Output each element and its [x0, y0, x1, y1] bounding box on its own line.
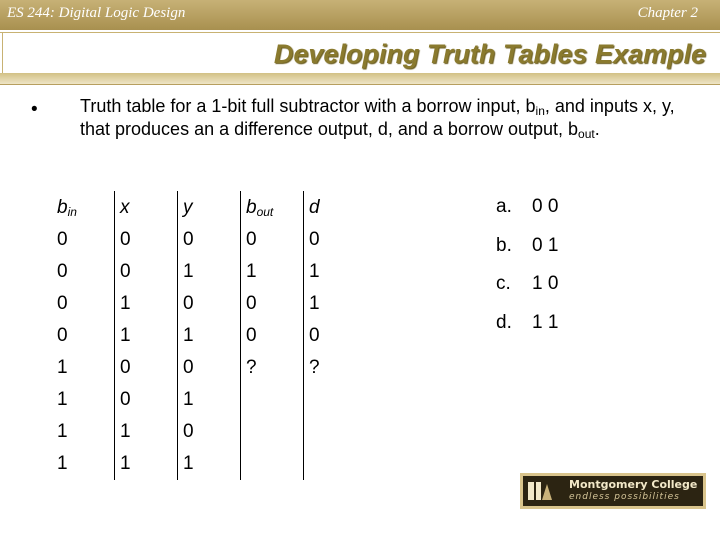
table-cell: [241, 384, 304, 416]
frame-left-line: [2, 33, 3, 73]
table-cell: 0: [241, 288, 304, 320]
table-cell: 1: [52, 352, 115, 384]
table-cell: 1: [115, 320, 178, 352]
table-cell: 0: [178, 224, 241, 256]
slide-title: Developing Truth Tables Example: [273, 39, 706, 69]
logo-panel: [523, 476, 703, 506]
bullet-marker: •: [31, 99, 38, 120]
option-letter: a.: [496, 196, 512, 217]
table-cell: 0: [178, 416, 241, 448]
table-cell: 0: [115, 224, 178, 256]
table-cell: 0: [52, 320, 115, 352]
table-row: [52, 384, 366, 416]
subscript-in: in: [535, 104, 545, 118]
table-cell: 1: [115, 288, 178, 320]
option-d[interactable]: [496, 312, 558, 351]
college-emblem-icon: [527, 480, 553, 502]
table-cell: ?: [304, 352, 367, 384]
option-value: 1 0: [532, 273, 559, 294]
table-cell: 0: [115, 384, 178, 416]
table-cell: 1: [178, 256, 241, 288]
header-rule: [0, 32, 720, 33]
option-a[interactable]: [496, 196, 558, 235]
option-c[interactable]: [496, 273, 558, 312]
table-cell: 0: [52, 256, 115, 288]
table-cell: 1: [52, 416, 115, 448]
header-bar: [0, 0, 720, 30]
table-row: [52, 416, 366, 448]
table-cell: 0: [52, 288, 115, 320]
table-cell: 1: [304, 256, 367, 288]
bullet-text-part: Truth table for a 1-bit full subtractor with a borrow input, b: [80, 96, 536, 116]
option-b[interactable]: [496, 235, 558, 274]
option-letter: d.: [496, 311, 512, 333]
bullet-text: [80, 95, 680, 141]
table-cell: 1: [115, 416, 178, 448]
option-value: 0 1: [532, 234, 559, 256]
table-cell: [304, 416, 367, 448]
table-cell: 1: [178, 320, 241, 352]
table-cell: 0: [304, 320, 367, 352]
table-cell: 1: [178, 448, 241, 480]
header-x: x: [115, 191, 178, 224]
table-cell: 1: [241, 256, 304, 288]
header-bout: $b_{out}$: [241, 191, 304, 224]
chapter-label: Chapter 2: [637, 5, 698, 21]
college-name: Montgomery College: [569, 478, 698, 491]
table-cell: 0: [52, 224, 115, 256]
title-underline-edge: [0, 84, 720, 85]
bullet-text-part: , and inputs x, y, that produces an a difference output, d, and a borrow output, b: [80, 96, 675, 139]
table-cell: 0: [178, 288, 241, 320]
table-cell: [241, 448, 304, 480]
table-cell: [304, 448, 367, 480]
table-cell: 0: [241, 224, 304, 256]
table-row: [52, 288, 366, 320]
option-value: 0 0: [532, 196, 559, 217]
table-cell: 1: [304, 288, 367, 320]
header-bin: $b_{in}$: [52, 191, 115, 224]
table-cell: [241, 416, 304, 448]
table-row: [52, 256, 366, 288]
table-row: [52, 320, 366, 352]
table-header-row: [52, 191, 366, 224]
table-cell: 0: [115, 256, 178, 288]
table-cell: 1: [52, 384, 115, 416]
header-y: y: [178, 191, 241, 224]
subscript-out: out: [578, 127, 595, 141]
table-cell: 1: [52, 448, 115, 480]
table-row: [52, 448, 366, 480]
table-cell: 0: [178, 352, 241, 384]
table-row: [52, 224, 366, 256]
answer-options: [496, 196, 558, 350]
table-cell: ?: [241, 352, 304, 384]
option-letter: c.: [496, 273, 511, 294]
bullet-text-part: .: [594, 119, 600, 139]
option-letter: b.: [496, 234, 512, 256]
table-cell: 0: [115, 352, 178, 384]
college-logo: [520, 473, 706, 509]
option-value: 1 1: [532, 311, 559, 333]
table-cell: 0: [241, 320, 304, 352]
table-cell: 0: [304, 224, 367, 256]
course-title: ES 244: Digital Logic Design: [7, 5, 186, 21]
table-row: [52, 352, 366, 384]
college-tagline: endless possibilities: [569, 492, 680, 502]
table-cell: 1: [178, 384, 241, 416]
truth-table: [52, 191, 366, 480]
table-cell: [304, 384, 367, 416]
table-cell: 1: [115, 448, 178, 480]
header-d: d: [304, 191, 367, 224]
